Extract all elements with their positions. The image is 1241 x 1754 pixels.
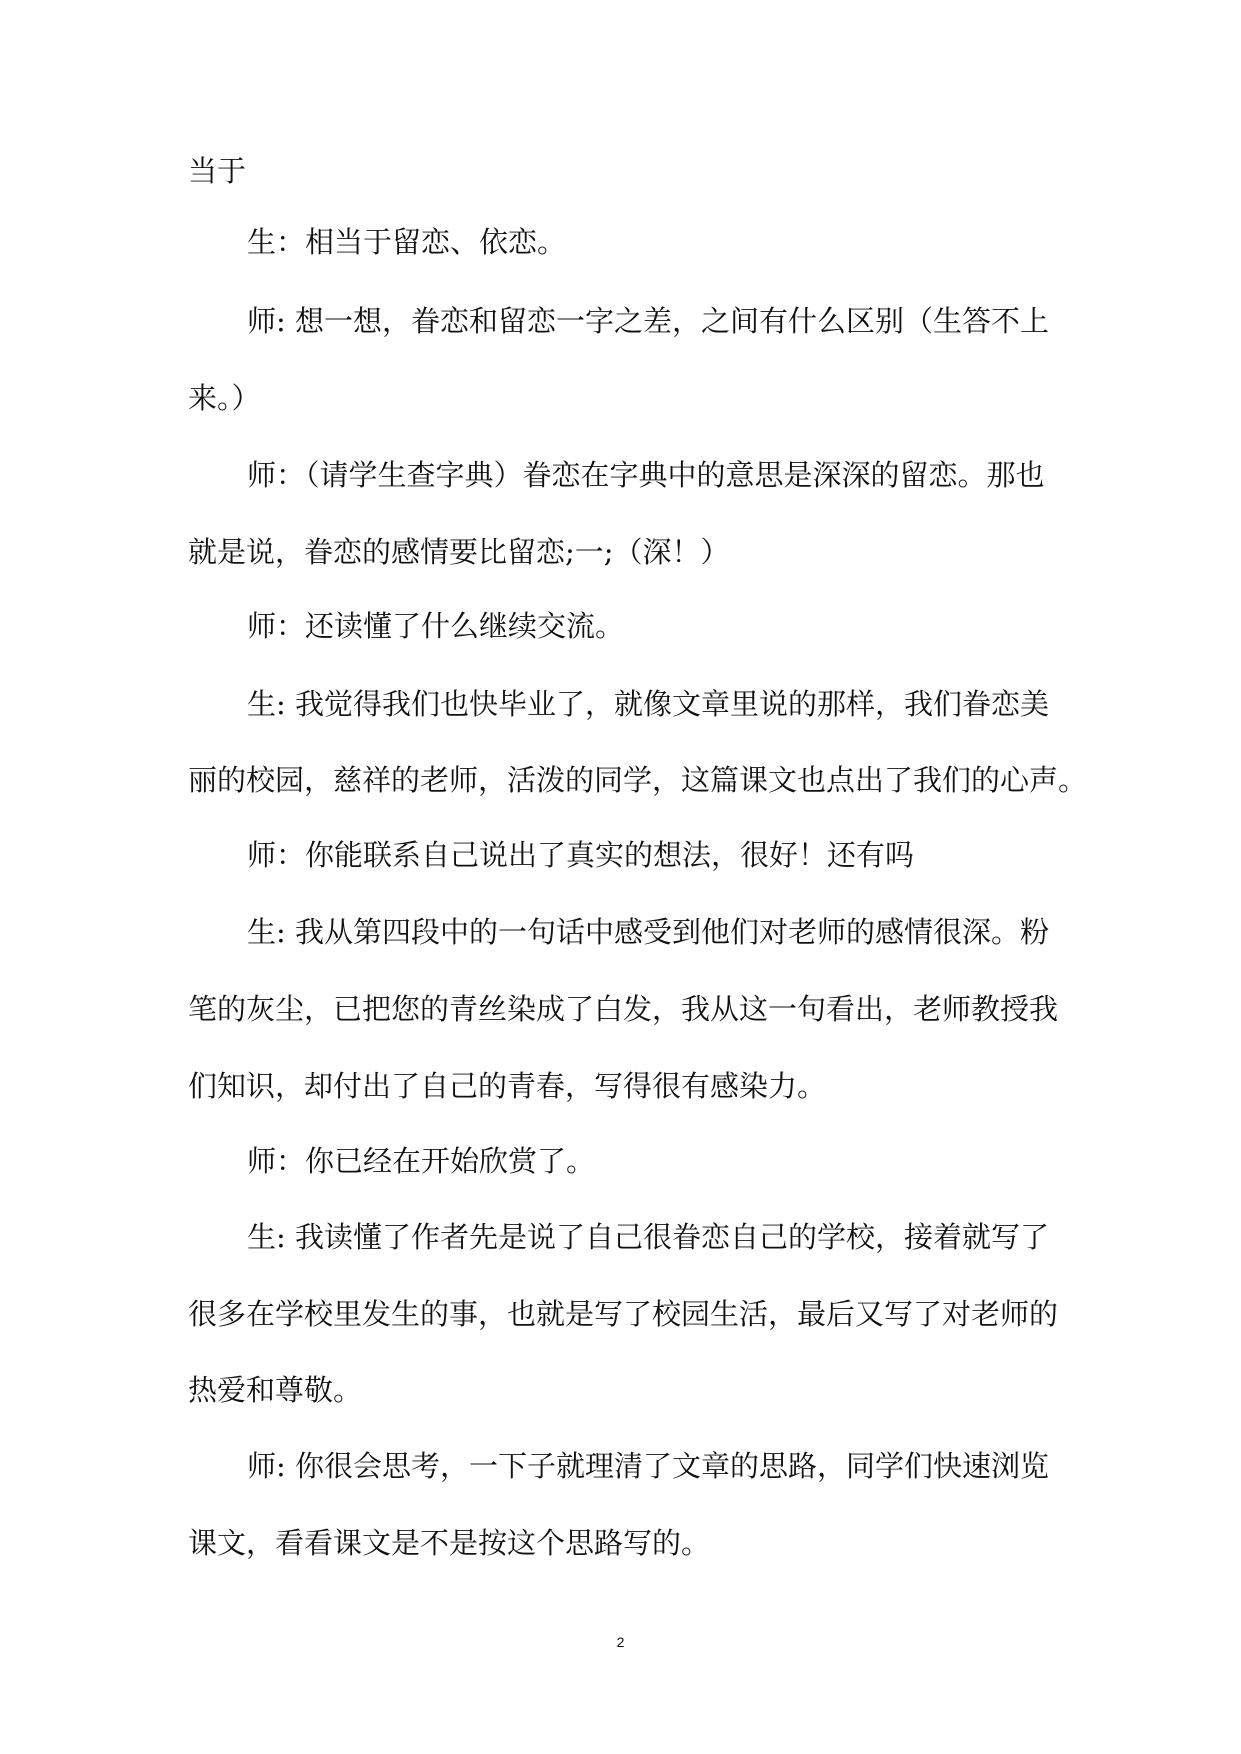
text-line: 生: 我读懂了作者先是说了自己很眷恋自己的学校，接着就写了 (247, 1220, 1049, 1254)
text-line: 课文，看看课文是不是按这个思路写的。 (188, 1526, 711, 1560)
text-line: 热爱和尊敬。 (188, 1373, 363, 1407)
text-line: 就是说，眷恋的感情要比留恋;一;（深！） (188, 535, 730, 569)
text-line: 来。） (188, 381, 261, 415)
text-line: 生：相当于留恋、依恋。 (247, 225, 567, 259)
text-line: 师：（请学生查字典）眷恋在字典中的意思是深深的留恋。那也 (247, 458, 1045, 492)
text-line: 很多在学校里发生的事，也就是写了校园生活，最后又写了对老师的 (188, 1297, 1059, 1331)
page-number: 2 (616, 1634, 625, 1650)
text-line: 们知识，却付出了自己的青春，写得很有感染力。 (188, 1069, 827, 1103)
text-line: 生: 我觉得我们也快毕业了，就像文章里说的那样，我们眷恋美 (247, 687, 1049, 721)
text-line: 师：你已经在开始欣赏了。 (247, 1144, 596, 1178)
text-line: 师：你能联系自己说出了真实的想法，很好！还有吗 (247, 838, 915, 872)
text-line: 生: 我从第四段中的一句话中感受到他们对老师的感情很深。粉 (247, 915, 1049, 949)
text-line: 师: 你很会思考，一下子就理清了文章的思路，同学们快速浏览 (247, 1449, 1049, 1483)
text-line: 师: 想一想，眷恋和留恋一字之差，之间有什么区别（生答不上 (247, 304, 1049, 338)
text-line: 丽的校园，慈祥的老师，活泼的同学，这篇课文也点出了我们的心声。 (188, 763, 1088, 797)
text-line: 师：还读懂了什么继续交流。 (247, 609, 625, 643)
text-line: 笔的灰尘，已把您的青丝染成了白发，我从这一句看出，老师教授我 (188, 992, 1059, 1026)
text-line: 当于 (188, 154, 247, 188)
